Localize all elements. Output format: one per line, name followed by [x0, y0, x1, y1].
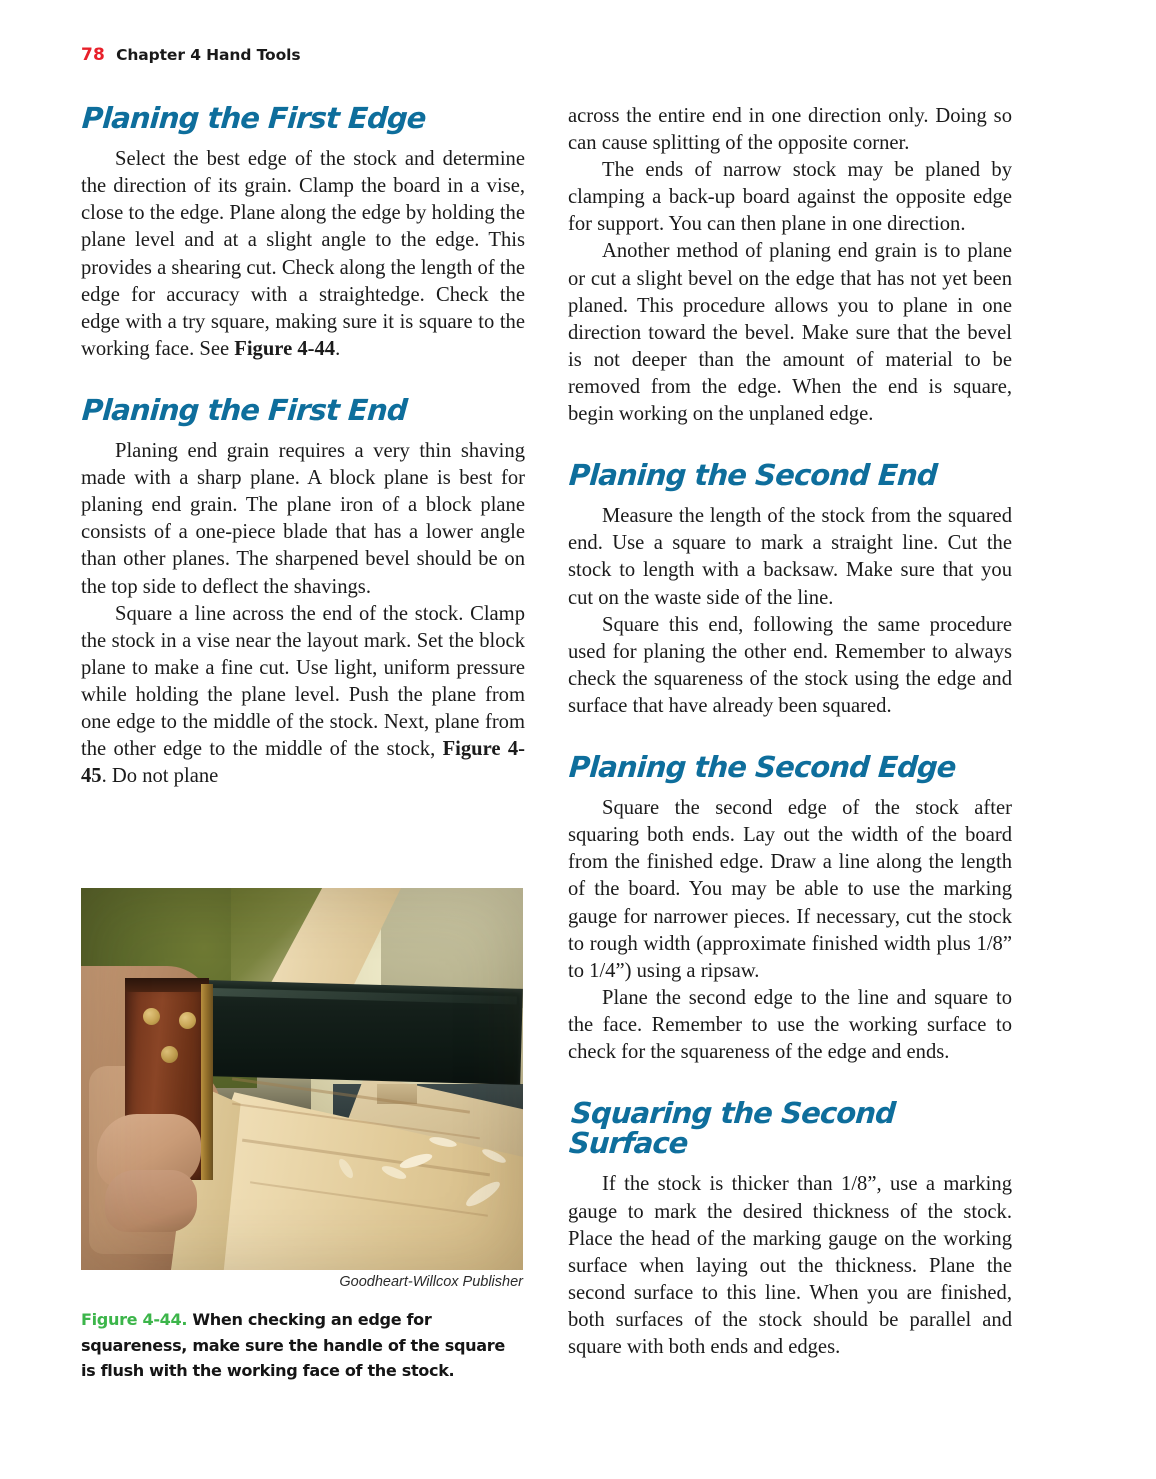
paragraph-first-edge [81, 146, 525, 363]
figure-caption-label: Figure 4-44. [81, 1310, 188, 1329]
paragraph-first-end-1: Planing end grain requires a very thin shaving made with a sharp plane. A block plane is best for planing end grain. The plane iron of a block plane consists of a one-piece blade that has a lower angle than other planes. The sharpened bevel should be on the top side to deflect the shavings. [81, 440, 525, 598]
figure-photograph [81, 888, 523, 1270]
heading-planing-first-end: Planing the First End [80, 392, 408, 427]
paragraph-tail: . Do not plane [101, 765, 219, 788]
figure-caption-text: When checking an edge for squareness, make sure the handle of the square is flush with the working face of the stock. [81, 1310, 505, 1380]
paragraph-second-edge-2: Plane the second edge to the line and square to the face. Remember to use the working surface to check for the squareness of the edge and ends. [568, 986, 1012, 1064]
paragraph-second-edge-1: Square the second edge of the stock after squaring both ends. Lay out the width of the board from the finished edge. Draw a line along the length of the board. You may be able to use the marking gauge for narrower pieces. If necessary, cut the stock to rough width (approximate finished width plus 1/8” to 1/4”) using a ripsaw. [568, 797, 1012, 982]
left-column [81, 103, 525, 790]
photo-vignette [81, 888, 523, 1270]
figure-reference-4-44: Figure 4-44 [234, 337, 336, 360]
paragraph-second-surface: If the stock is thicker than 1/8”, use a marking gauge to mark the desired thickness of the stock. Place the head of the marking gauge on the working surface when laying out the thickness. Plane the second surface to this line. When you are finished, both surfaces of the stock should be parallel and square with both ends and edges. [568, 1173, 1012, 1358]
paragraph-second-end-2: Square this end, following the same procedure used for planing the other end. Remember to always check the squareness of the stock using the edge and surface that have already been squared. [568, 613, 1012, 717]
paragraph-continuation: across the entire end in one direction only. Doing so can cause splitting of the opposite corner. [568, 105, 1012, 155]
figure-reference-4-45: Figure 4-45 [81, 738, 525, 788]
running-head [81, 45, 300, 65]
paragraph-narrow-stock: The ends of narrow stock may be planed by clamping a back-up board against the opposite edge for support. You can then plane in one direction. [568, 159, 1012, 236]
right-column [568, 103, 1012, 1361]
paragraph-tail: . [335, 337, 341, 360]
paragraph-first-end-2 [81, 601, 525, 791]
chapter-label: Chapter 4 Hand Tools [116, 46, 301, 64]
paragraph-second-end-1: Measure the length of the stock from the squared end. Use a square to mark a straight line. Cut the stock to length with a backsaw. Make sure that you cut on the waste side of the line. [568, 505, 1012, 609]
heading-planing-second-end: Planing the Second End [567, 458, 938, 493]
heading-planing-second-edge: Planing the Second Edge [567, 750, 957, 785]
paragraph-text: Select the best edge of the stock and determine the direction of its grain. Clamp the board in a vise, close to the edge. Plane along the edge by holding the plane level and at a slight angle to the edge. This provides a shearing cut. Check along the length of the edge for accuracy with a straightedge. Check the edge with a try square, making sure it is square to the working face. See [81, 148, 525, 360]
paragraph-text: Square a line across the end of the stock. Clamp the stock in a vise near the layout mark. Set the block plane to make a fine cut. Use light, uniform pressure while holding the plane level. Push the plane from one edge to the middle of the stock. Next, plane from the other edge to the middle of the stock, [81, 602, 525, 761]
heading-planing-first-edge: Planing the First Edge [80, 101, 427, 135]
paragraph-bevel-method: Another method of planing end grain is to plane or cut a slight bevel on the edge that has not yet been planed. This procedure allows you to plane in one direction toward the bevel. Make sure that the bevel is not deeper than the amount of material to be removed from the edge. When the end is square, begin working on the unplaned edge. [568, 240, 1012, 426]
figure-4-44 [81, 888, 523, 1384]
heading-squaring-second-surface: Squaring the Second Surface [567, 1096, 897, 1161]
figure-caption [81, 1307, 519, 1384]
photo-credit: Goodheart-Willcox Publisher [339, 1274, 523, 1290]
page-number: 78 [81, 45, 106, 65]
